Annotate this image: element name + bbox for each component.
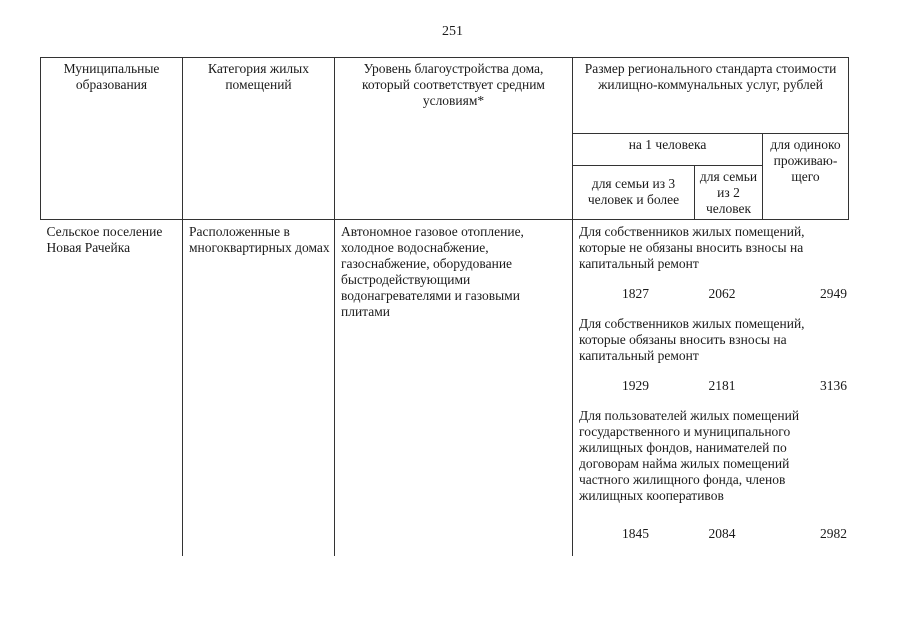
cell-rates bbox=[573, 220, 849, 557]
rate-description: Для собственников жилых помещений, которые не обязаны вносить взносы на капитальный ремонт bbox=[579, 224, 805, 271]
page-number: 251 bbox=[442, 24, 463, 39]
rate-family3: 1845 bbox=[622, 526, 649, 541]
rate-single: 2949 bbox=[820, 286, 847, 301]
rate-description: Для пользователей жилых помещений государственного и муниципального жилищных фондов, нанимателей по договорам найма жилых помещений частного жилищного фонда, членов жилищных кооперативов bbox=[579, 408, 800, 503]
header-per-person: на 1 человека bbox=[573, 134, 763, 166]
cell-category: Расположенные в многоквартирных домах bbox=[183, 220, 335, 557]
header-amenity: Уровень благоустройства дома, который соответствует средним условиям* bbox=[335, 58, 573, 220]
rate-values bbox=[579, 378, 849, 394]
rate-single: 3136 bbox=[820, 378, 847, 393]
header-single: для одиноко проживаю-щего bbox=[763, 134, 849, 220]
rate-group bbox=[579, 224, 849, 302]
rate-family2: 2084 bbox=[708, 526, 736, 541]
rate-family2: 2062 bbox=[708, 286, 736, 301]
cell-amenity: Автономное газовое отопление, холодное водоснабжение, газоснабжение, оборудование быстродействующими водонагревателями и газовыми плитами bbox=[335, 220, 573, 557]
rate-group bbox=[579, 316, 849, 394]
cell-municipality: Сельское поселение Новая Рачейка bbox=[41, 220, 183, 557]
rate-single: 2982 bbox=[820, 526, 847, 541]
header-municipality: Муниципальные образования bbox=[41, 58, 183, 220]
table-row bbox=[41, 220, 849, 557]
rate-values bbox=[579, 526, 849, 542]
header-family2: для семьи из 2 человек bbox=[695, 166, 763, 220]
header-family3: для семьи из 3 человек и более bbox=[573, 166, 695, 220]
rate-family3: 1929 bbox=[622, 378, 649, 393]
tariff-table bbox=[40, 57, 849, 556]
header-category: Категория жилых помещений bbox=[183, 58, 335, 220]
rate-family3: 1827 bbox=[622, 286, 649, 301]
rate-values bbox=[579, 286, 849, 302]
rate-description: Для собственников жилых помещений, которые обязаны вносить взносы на капитальный ремонт bbox=[579, 316, 805, 363]
header-standard: Размер регионального стандарта стоимости жилищно-коммунальных услуг, рублей bbox=[573, 58, 849, 134]
rate-family2: 2181 bbox=[708, 378, 736, 393]
rate-group bbox=[579, 408, 849, 542]
